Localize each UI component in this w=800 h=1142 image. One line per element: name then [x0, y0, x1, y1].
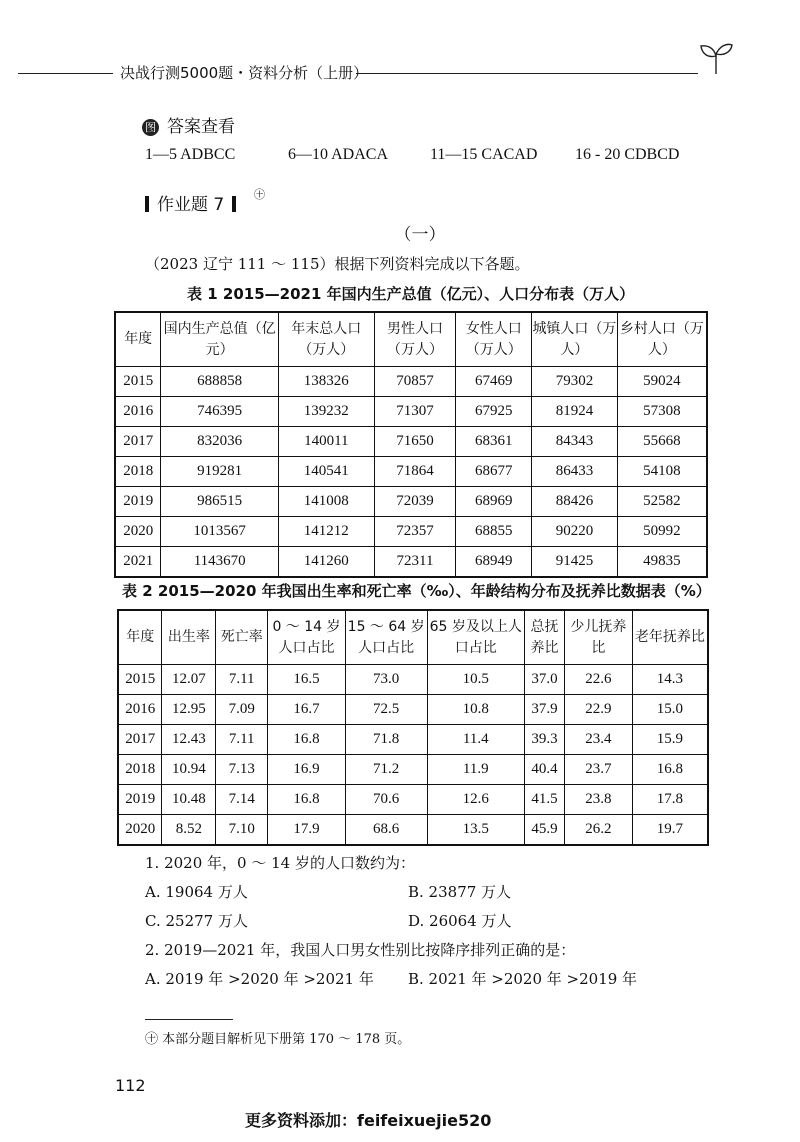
- table2-header: 15 ～ 64 岁人口占比: [345, 610, 427, 665]
- table-row: [118, 695, 708, 725]
- table-cell: 68.6: [345, 815, 427, 846]
- watermark-text: 更多资料添加：feifeixuejie520: [245, 1111, 492, 1130]
- table-cell: 70.6: [345, 785, 427, 815]
- table-cell: 141260: [278, 547, 374, 578]
- table-cell: 746395: [161, 397, 279, 427]
- table-cell: 52582: [617, 487, 707, 517]
- table-cell: 71.2: [345, 755, 427, 785]
- table-cell: 90220: [532, 517, 618, 547]
- homework-title-text: 作业题 7: [157, 195, 225, 215]
- answer-group: 11—15 CACAD: [430, 146, 538, 163]
- sprout-icon: [696, 40, 736, 76]
- table-cell: 15.0: [632, 695, 708, 725]
- table-cell: 141212: [278, 517, 374, 547]
- table-cell: 22.9: [564, 695, 632, 725]
- table-cell: 68677: [456, 457, 532, 487]
- table2-header: 年度: [118, 610, 162, 665]
- table-cell: 16.7: [268, 695, 346, 725]
- question-1-option-b[interactable]: B. 23877 万人: [408, 883, 512, 901]
- table-cell: 140541: [278, 457, 374, 487]
- table2-header: 出生率: [162, 610, 216, 665]
- table-row: [115, 457, 707, 487]
- table-cell: 37.0: [525, 665, 565, 695]
- table-cell: 16.9: [268, 755, 346, 785]
- table-cell: 12.43: [162, 725, 216, 755]
- table-cell: 13.5: [427, 815, 525, 846]
- table-cell: 2019: [115, 487, 161, 517]
- table-cell: 40.4: [525, 755, 565, 785]
- question-1-stem: 1. 2020 年，0 ～ 14 岁的人口数约为：: [145, 854, 415, 872]
- table-cell: 16.5: [268, 665, 346, 695]
- table-cell: 86433: [532, 457, 618, 487]
- table1-header: 女性人口（万人）: [456, 312, 532, 367]
- table-cell: 2015: [118, 665, 162, 695]
- table2: [117, 609, 709, 846]
- title-bar-left: [145, 196, 149, 212]
- question-2-option-a[interactable]: A. 2019 年 >2020 年 >2021 年: [145, 970, 374, 988]
- table2-header: 0 ～ 14 岁人口占比: [268, 610, 346, 665]
- table-cell: 1013567: [161, 517, 279, 547]
- table-row: [118, 785, 708, 815]
- table-cell: 15.9: [632, 725, 708, 755]
- table-row: [115, 487, 707, 517]
- table-cell: 72.5: [345, 695, 427, 725]
- answer-group: 16 - 20 CDBCD: [575, 146, 680, 163]
- table-cell: 79302: [532, 367, 618, 397]
- table-cell: 2020: [118, 815, 162, 846]
- table-cell: 72311: [374, 547, 456, 578]
- table1-body: [115, 367, 707, 578]
- table2-header-row: [118, 610, 708, 665]
- table-cell: 37.9: [525, 695, 565, 725]
- footnote-rule: [145, 1019, 233, 1020]
- table-row: [118, 725, 708, 755]
- table-cell: 141008: [278, 487, 374, 517]
- table2-header: 65 岁及以上人口占比: [427, 610, 525, 665]
- table-cell: 1143670: [161, 547, 279, 578]
- table-cell: 7.09: [216, 695, 268, 725]
- table-cell: 68949: [456, 547, 532, 578]
- table1-caption: 表 1 2015—2021 年国内生产总值（亿元）、人口分布表（万人）: [187, 285, 635, 303]
- table-row: [115, 367, 707, 397]
- table-cell: 2020: [115, 517, 161, 547]
- table-row: [118, 815, 708, 846]
- table-cell: 138326: [278, 367, 374, 397]
- table-cell: 2015: [115, 367, 161, 397]
- table-cell: 49835: [617, 547, 707, 578]
- table-cell: 2018: [115, 457, 161, 487]
- table-cell: 67469: [456, 367, 532, 397]
- table-row: [115, 427, 707, 457]
- answer-badge-icon: 图: [142, 119, 159, 136]
- question-2-option-b[interactable]: B. 2021 年 >2020 年 >2019 年: [408, 970, 638, 988]
- table-row: [115, 397, 707, 427]
- table-cell: 2017: [115, 427, 161, 457]
- table-cell: 84343: [532, 427, 618, 457]
- table-cell: 7.11: [216, 665, 268, 695]
- footnote-mark-icon: ㊉: [254, 188, 265, 201]
- title-bar-right: [232, 196, 236, 212]
- table1-header: 年末总人口（万人）: [278, 312, 374, 367]
- table-cell: 57308: [617, 397, 707, 427]
- table-cell: 68361: [456, 427, 532, 457]
- table1-header: 城镇人口（万人）: [532, 312, 618, 367]
- part-title: （一）: [394, 225, 446, 245]
- answer-group: 1—5 ADBCC: [145, 146, 236, 163]
- table-cell: 8.52: [162, 815, 216, 846]
- table-cell: 81924: [532, 397, 618, 427]
- table-cell: 71.8: [345, 725, 427, 755]
- table-cell: 71307: [374, 397, 456, 427]
- table1: [114, 311, 708, 578]
- table-cell: 26.2: [564, 815, 632, 846]
- table-cell: 7.11: [216, 725, 268, 755]
- table-cell: 11.9: [427, 755, 525, 785]
- page-number: 112: [115, 1076, 146, 1095]
- table2-caption: 表 2 2015—2020 年我国出生率和死亡率（‰）、年龄结构分布及抚养比数据表（%）: [122, 582, 711, 600]
- table-cell: 10.94: [162, 755, 216, 785]
- table-cell: 12.07: [162, 665, 216, 695]
- table-cell: 68969: [456, 487, 532, 517]
- table-cell: 16.8: [268, 785, 346, 815]
- table1-header: 年度: [115, 312, 161, 367]
- table-cell: 41.5: [525, 785, 565, 815]
- table-cell: 2021: [115, 547, 161, 578]
- table-cell: 59024: [617, 367, 707, 397]
- table-cell: 68855: [456, 517, 532, 547]
- table-cell: 71650: [374, 427, 456, 457]
- table-cell: 73.0: [345, 665, 427, 695]
- table-row: [118, 755, 708, 785]
- table-cell: 2016: [118, 695, 162, 725]
- table-cell: 7.10: [216, 815, 268, 846]
- table-cell: 45.9: [525, 815, 565, 846]
- header-rule-left: [18, 73, 113, 74]
- table-cell: 10.48: [162, 785, 216, 815]
- table-cell: 72357: [374, 517, 456, 547]
- intro-text: （2023 辽宁 111 ～ 115）根据下列资料完成以下各题。: [145, 255, 530, 273]
- answer-section-title: [142, 112, 235, 137]
- table-cell: 10.8: [427, 695, 525, 725]
- table-cell: 70857: [374, 367, 456, 397]
- table-cell: 91425: [532, 547, 618, 578]
- table-cell: 23.7: [564, 755, 632, 785]
- page-header: [18, 62, 788, 84]
- table2-body: [118, 665, 708, 846]
- table-cell: 11.4: [427, 725, 525, 755]
- homework-title: [145, 190, 244, 215]
- table-cell: 12.95: [162, 695, 216, 725]
- table2-header: 老年抚养比: [632, 610, 708, 665]
- header-title: 决战行测5000题・资料分析（上册）: [120, 64, 369, 82]
- table-cell: 2018: [118, 755, 162, 785]
- table-row: [118, 665, 708, 695]
- table-cell: 55668: [617, 427, 707, 457]
- table-cell: 16.8: [632, 755, 708, 785]
- table-cell: 2017: [118, 725, 162, 755]
- table1-header: 男性人口（万人）: [374, 312, 456, 367]
- table1-header: 乡村人口（万人）: [617, 312, 707, 367]
- table-cell: 12.6: [427, 785, 525, 815]
- table-row: [115, 517, 707, 547]
- table-cell: 67925: [456, 397, 532, 427]
- answer-title-text: 答案查看: [167, 117, 235, 137]
- table2-header: 总抚养比: [525, 610, 565, 665]
- table-cell: 54108: [617, 457, 707, 487]
- footnote: ㊉ 本部分题目解析见下册第 170 ～ 178 页。: [145, 1032, 411, 1047]
- table-cell: 7.14: [216, 785, 268, 815]
- table2-header: 少儿抚养比: [564, 610, 632, 665]
- table1-header: 国内生产总值（亿元）: [161, 312, 279, 367]
- header-rule-right: [356, 73, 698, 74]
- table2-header: 死亡率: [216, 610, 268, 665]
- table-cell: 72039: [374, 487, 456, 517]
- table-cell: 2016: [115, 397, 161, 427]
- table-cell: 88426: [532, 487, 618, 517]
- question-1-option-a[interactable]: A. 19064 万人: [145, 883, 248, 901]
- table-cell: 14.3: [632, 665, 708, 695]
- table-row: [115, 547, 707, 578]
- table-cell: 50992: [617, 517, 707, 547]
- answer-group: 6—10 ADACA: [288, 146, 389, 163]
- table-cell: 23.4: [564, 725, 632, 755]
- question-1-option-c[interactable]: C. 25277 万人: [145, 912, 248, 930]
- table-cell: 832036: [161, 427, 279, 457]
- table-cell: 919281: [161, 457, 279, 487]
- table-cell: 2019: [118, 785, 162, 815]
- table-cell: 22.6: [564, 665, 632, 695]
- table-cell: 10.5: [427, 665, 525, 695]
- table-cell: 986515: [161, 487, 279, 517]
- table-cell: 17.9: [268, 815, 346, 846]
- table1-header-row: [115, 312, 707, 367]
- table-cell: 140011: [278, 427, 374, 457]
- table-cell: 688858: [161, 367, 279, 397]
- question-1-option-d[interactable]: D. 26064 万人: [408, 912, 512, 930]
- question-2-stem: 2. 2019—2021 年，我国人口男女性别比按降序排列正确的是：: [145, 941, 576, 959]
- table-cell: 7.13: [216, 755, 268, 785]
- table-cell: 19.7: [632, 815, 708, 846]
- table-cell: 71864: [374, 457, 456, 487]
- table-cell: 17.8: [632, 785, 708, 815]
- table-cell: 16.8: [268, 725, 346, 755]
- table-cell: 39.3: [525, 725, 565, 755]
- table-cell: 139232: [278, 397, 374, 427]
- table-cell: 23.8: [564, 785, 632, 815]
